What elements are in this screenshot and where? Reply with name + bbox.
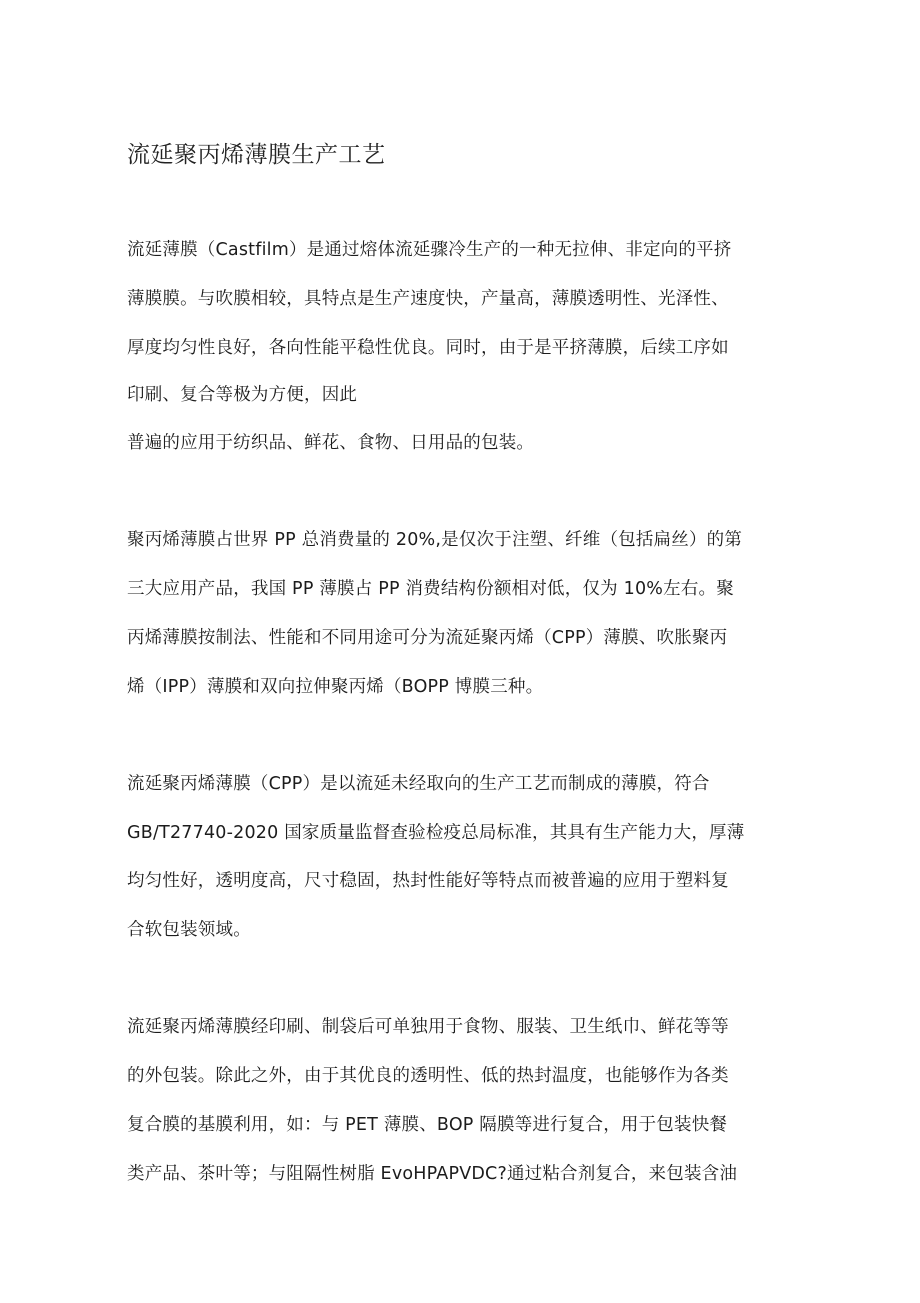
paragraph-4-line-1: 流延聚丙烯薄膜经印刷、制袋后可单独用于食物、服装、卫生纸巾、鲜花等等: [127, 1017, 729, 1037]
paragraph-4-line-4: 类产品、茶叶等；与阻隔性树脂 EvoHPAPVDC?通过粘合剂复合，来包装含油: [127, 1164, 738, 1184]
paragraph-1-line-2: 薄膜膜。与吹膜相较，具特点是生产速度快，产量高，薄膜透明性、光泽性、: [127, 289, 729, 309]
paragraph-1-line-3: 厚度均匀性良好，各向性能平稳性优良。同时，由于是平挤薄膜，后续工序如: [127, 338, 729, 358]
paragraph-3-line-1: 流延聚丙烯薄膜（CPP）是以流延未经取向的生产工艺而制成的薄膜，符合: [127, 774, 710, 794]
paragraph-2-line-3: 丙烯薄膜按制法、性能和不同用途可分为流延聚丙烯（CPP）薄膜、吹胀聚丙: [127, 628, 728, 648]
paragraph-3-line-4: 合软包装领域。: [127, 920, 251, 940]
paragraph-2-line-1: 聚丙烯薄膜占世界 PP 总消费量的 20%,是仅次于注塑、纤维（包括扁丝）的第: [127, 530, 743, 550]
paragraph-2-line-2: 三大应用产品，我国 PP 薄膜占 PP 消费结构份额相对低，仅为 10%左右。聚: [127, 579, 734, 599]
paragraph-1-line-5: 普遍的应用于纺织品、鲜花、食物、日用品的包装。: [127, 433, 535, 453]
paragraph-3-line-3: 均匀性好，透明度高，尺寸稳固，热封性能好等特点而被普遍的应用于塑料复: [127, 871, 729, 891]
paragraph-2-line-4: 烯（IPP）薄膜和双向拉伸聚丙烯（BOPP 博膜三种。: [127, 677, 544, 697]
paragraph-1-line-4: 印刷、复合等极为方便，因此: [127, 385, 358, 405]
paragraph-1-line-1: 流延薄膜（Castfilm）是通过熔体流延骤冷生产的一种无拉伸、非定向的平挤: [127, 240, 732, 260]
paragraph-4-line-2: 的外包装。除此之外，由于其优良的透明性、低的热封温度，也能够作为各类: [127, 1066, 729, 1086]
document-title: 流延聚丙烯薄膜生产工艺: [127, 142, 386, 168]
paragraph-4-line-3: 复合膜的基膜利用，如：与 PET 薄膜、BOP 隔膜等进行复合，用于包装快餐: [127, 1115, 728, 1135]
paragraph-3-line-2: GB/T27740-2020 国家质量监督查验检疫总局标准，其具有生产能力大，厚薄: [127, 823, 745, 843]
